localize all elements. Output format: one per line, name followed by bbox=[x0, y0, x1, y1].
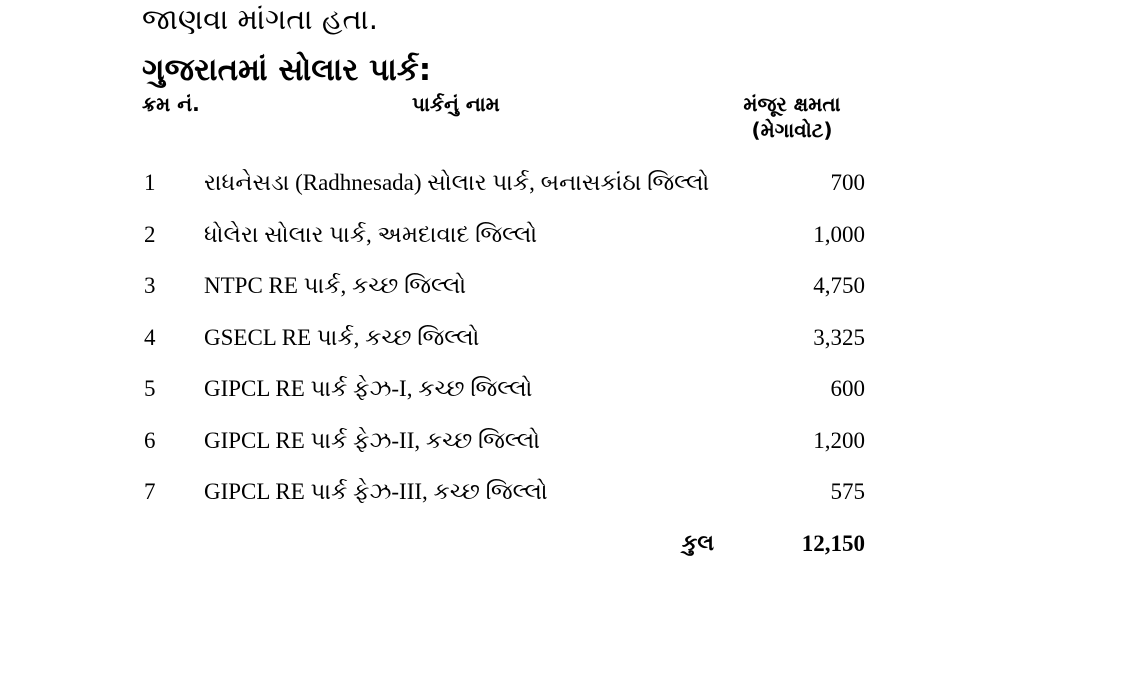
table-row bbox=[0, 216, 1132, 268]
table-row bbox=[0, 319, 1132, 371]
table-row bbox=[0, 473, 1132, 525]
table-row bbox=[0, 370, 1132, 422]
row-capacity: 1,200 bbox=[813, 427, 865, 453]
total-label: કુલ bbox=[681, 531, 714, 556]
row-capacity: 600 bbox=[830, 376, 865, 401]
row-capacity: 3,325 bbox=[813, 324, 865, 350]
header-capacity bbox=[724, 91, 860, 143]
header-sr-no: ક્રમ નં. bbox=[142, 92, 200, 116]
header-capacity-line2: (મેગાવોટ) bbox=[751, 118, 833, 142]
table-row bbox=[0, 164, 1132, 216]
row-park-name: GIPCL RE પાર્ક ફેઝ-I, કચ્છ જિલ્લો bbox=[204, 376, 533, 401]
row-sr-no: 2 bbox=[144, 221, 156, 247]
table-body bbox=[0, 164, 1132, 525]
row-park-name: GSECL RE પાર્ક, કચ્છ જિલ્લો bbox=[204, 324, 480, 350]
row-capacity: 4,750 bbox=[813, 273, 865, 298]
row-sr-no: 5 bbox=[144, 376, 156, 401]
total-value: 12,150 bbox=[801, 531, 865, 556]
row-capacity: 700 bbox=[830, 170, 865, 195]
page-heading: ગુજરાતમાં સોલાર પાર્ક: bbox=[142, 52, 432, 88]
row-park-name: GIPCL RE પાર્ક ફેઝ-III, કચ્છ જિલ્લો bbox=[204, 479, 548, 504]
row-sr-no: 3 bbox=[144, 273, 156, 298]
header-park-name: પાર્કનું નામ bbox=[412, 92, 500, 116]
header-capacity-line1: મંજૂર ક્ષમતા bbox=[743, 92, 841, 116]
table-row bbox=[0, 267, 1132, 319]
row-park-name: NTPC RE પાર્ક, કચ્છ જિલ્લો bbox=[204, 273, 467, 298]
row-sr-no: 4 bbox=[144, 324, 156, 350]
row-capacity: 575 bbox=[830, 479, 865, 504]
total-row bbox=[0, 525, 1132, 565]
row-sr-no: 7 bbox=[144, 479, 156, 504]
table-row bbox=[0, 422, 1132, 474]
row-sr-no: 6 bbox=[144, 427, 156, 453]
row-capacity: 1,000 bbox=[813, 221, 865, 247]
intro-text: જાણવા માંગતા હતા. bbox=[142, 2, 378, 36]
row-park-name: રાધનેસડા (Radhnesada) સોલાર પાર્ક, બનાસકાંઠા જિલ્લો bbox=[204, 170, 710, 195]
row-sr-no: 1 bbox=[144, 170, 156, 195]
row-park-name: ધોલેરા સોલાર પાર્ક, અમદાવાદ જિલ્લો bbox=[204, 221, 538, 247]
row-park-name: GIPCL RE પાર્ક ફેઝ-II, કચ્છ જિલ્લો bbox=[204, 427, 541, 453]
